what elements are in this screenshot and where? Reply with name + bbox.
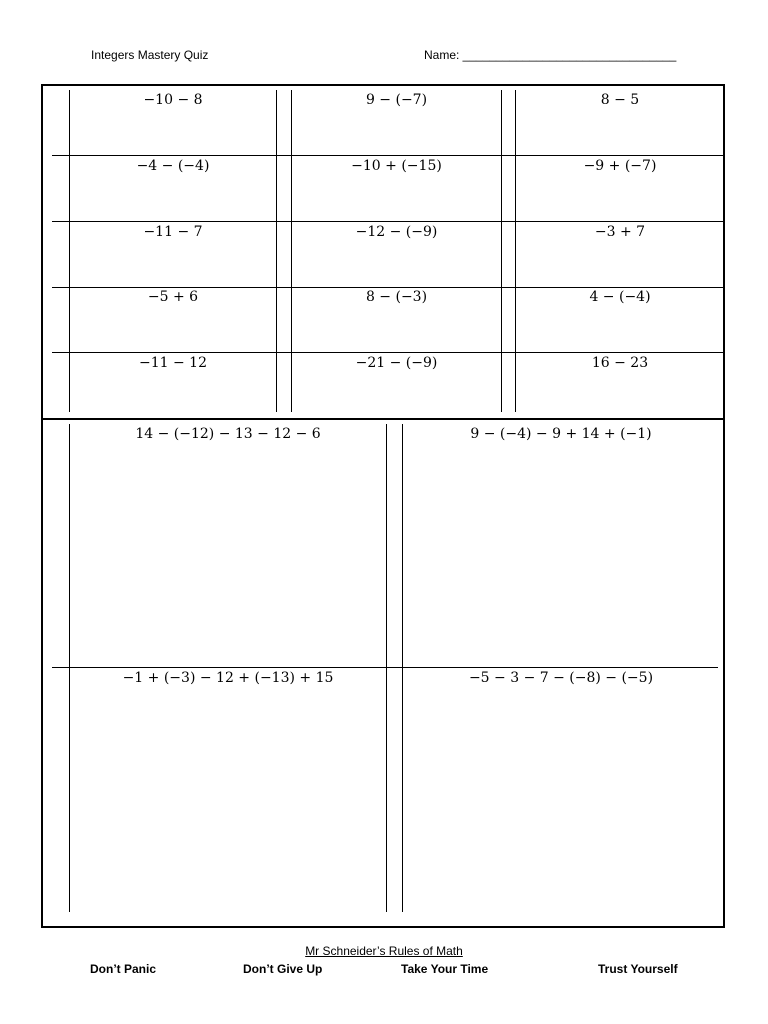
problem: −11 − 7 xyxy=(143,224,203,240)
grid-row-divider xyxy=(52,667,718,668)
problem: −4 − (−4) xyxy=(136,158,210,174)
problem: −3 + 7 xyxy=(594,224,646,240)
quiz-title: Integers Mastery Quiz xyxy=(91,48,209,62)
rule-item: Take Your Time xyxy=(401,962,489,976)
problem: 4 − (−4) xyxy=(589,289,651,305)
problem: −10 + (−15) xyxy=(351,158,442,174)
long-problem: 14 − (−12) − 13 − 12 − 6 xyxy=(135,426,321,442)
grid-row-divider xyxy=(52,155,725,156)
quiz-frame xyxy=(41,84,725,928)
grid-divider xyxy=(276,90,277,412)
name-field[interactable]: Name: ________________________________ xyxy=(424,48,677,62)
section-divider xyxy=(41,418,725,420)
grid-divider xyxy=(69,424,70,912)
rules-title: Mr Schneider’s Rules of Math xyxy=(305,944,463,958)
grid-row-divider xyxy=(52,352,725,353)
long-problem: −1 + (−3) − 12 + (−13) + 15 xyxy=(122,670,334,686)
grid-row-divider xyxy=(52,287,725,288)
grid-divider xyxy=(501,90,502,412)
rule-item: Trust Yourself xyxy=(598,962,678,976)
problem: −9 + (−7) xyxy=(583,158,657,174)
problem: −10 − 8 xyxy=(143,92,203,108)
problem: 9 − (−7) xyxy=(365,92,428,108)
long-problem: 9 − (−4) − 9 + 14 + (−1) xyxy=(470,426,652,442)
long-problem: −5 − 3 − 7 − (−8) − (−5) xyxy=(468,670,654,686)
problem: 8 − 5 xyxy=(600,92,640,108)
problem: −11 − 12 xyxy=(139,355,207,371)
rule-item: Don’t Panic xyxy=(90,962,157,976)
problem: −5 + 6 xyxy=(147,289,199,305)
problem: −21 − (−9) xyxy=(355,355,438,371)
grid-row-divider xyxy=(52,221,725,222)
problem: −12 − (−9) xyxy=(355,224,438,240)
grid-divider xyxy=(402,424,403,912)
problem: 16 − 23 xyxy=(591,355,649,371)
grid-divider xyxy=(386,424,387,912)
rule-item: Don’t Give Up xyxy=(243,962,323,976)
problem: 8 − (−3) xyxy=(365,289,428,305)
